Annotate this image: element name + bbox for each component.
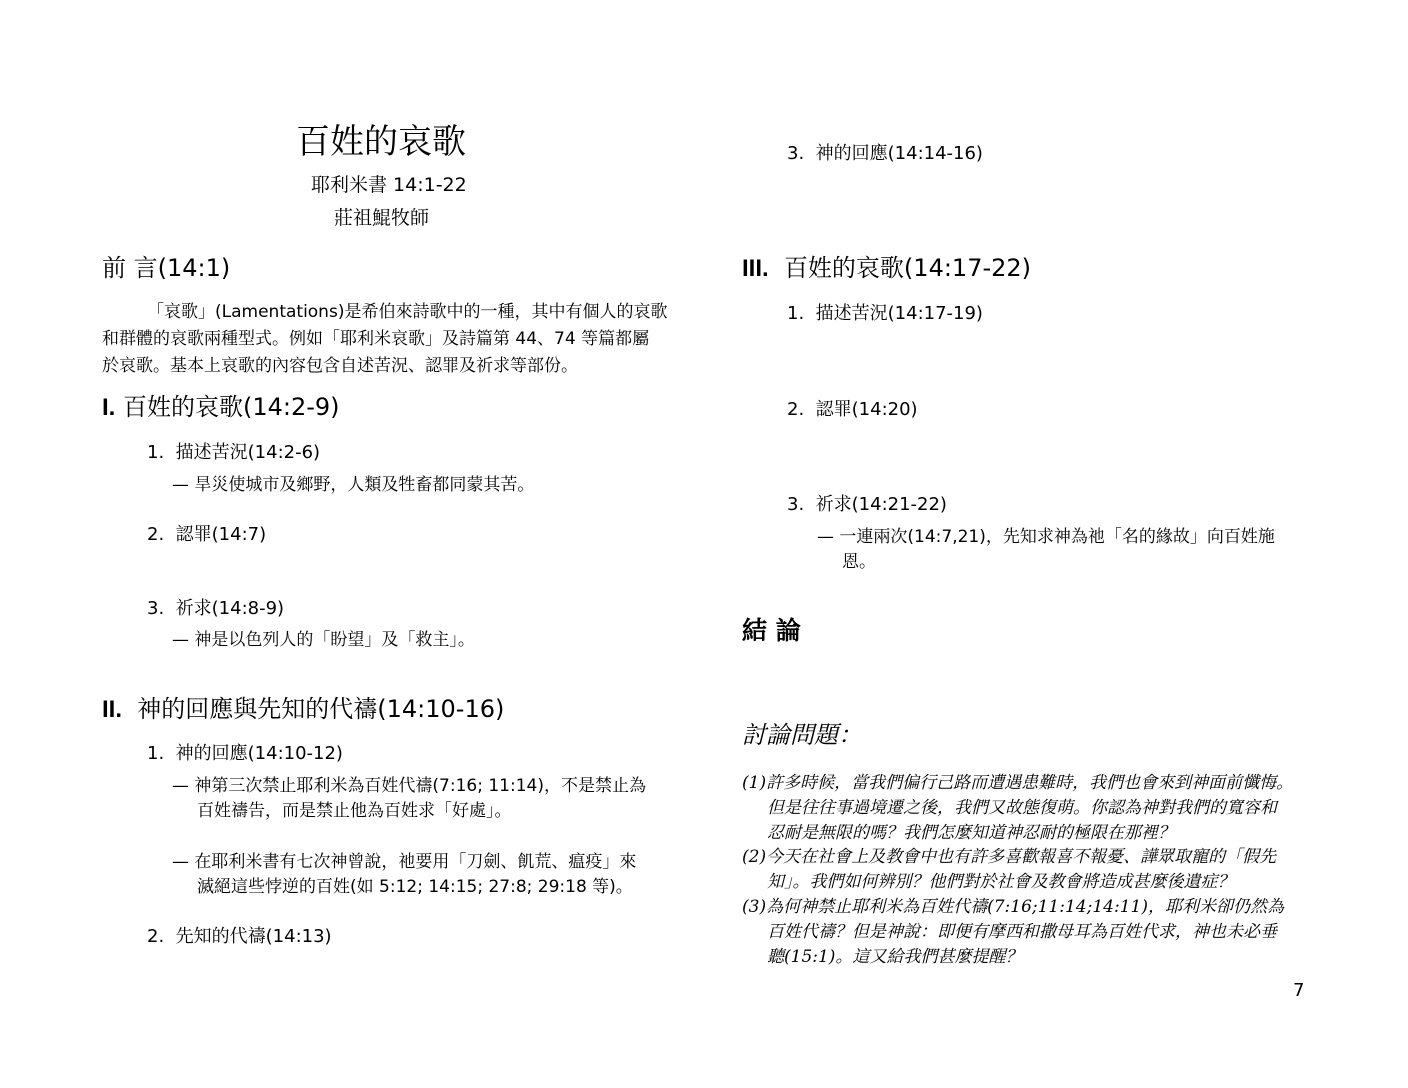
section-1-item-2 xyxy=(147,520,266,546)
conclusion-heading: 結 論 xyxy=(742,616,801,645)
section-3-item-3 xyxy=(787,490,947,516)
section-3-heading xyxy=(742,248,1031,283)
item-number: 3. xyxy=(787,143,805,164)
item-text: 描述苦況(14:2-6) xyxy=(175,442,321,463)
author: 莊祖鯤牧師 xyxy=(334,207,430,229)
intro-line: 「哀歌」(Lamentations)是希伯來詩歌中的一種，其中有個人的哀歌 xyxy=(147,302,668,322)
note-line: — 一連兩次(14:7,21)，先知求神為祂「名的緣故」向百姓施 xyxy=(817,527,1275,547)
item-text: 祈求(14:8-9) xyxy=(175,598,285,619)
section-3-title: 百姓的哀歌(14:17-22) xyxy=(783,254,1032,282)
item-number: 3. xyxy=(147,598,165,619)
item-text: 祈求(14:21-22) xyxy=(815,494,947,515)
section-2-heading xyxy=(102,689,504,724)
section-3-numeral: III. xyxy=(742,255,769,282)
item-number: 3. xyxy=(787,494,805,515)
note-line: 滅絕這些悖逆的百姓(如 5:12; 14:15; 27:8; 29:18 等)。 xyxy=(197,877,633,897)
item-text: 認罪(14:20) xyxy=(815,399,918,420)
page-number: 7 xyxy=(1293,980,1305,1001)
section-3-item-2 xyxy=(787,395,918,421)
question-line: 百姓代禱？但是神說：即便有摩西和撒母耳為百姓代求，神也未必垂 xyxy=(767,922,1277,942)
section-2-item-3 xyxy=(787,139,983,165)
item-number: 1. xyxy=(787,303,805,324)
item-text: 先知的代禱(14:13) xyxy=(175,926,332,947)
section-3-item-1 xyxy=(787,299,983,325)
question-line: (3)為何神禁止耶利米為百姓代禱(7:16;11:14;14:11)，耶利米卻仍然為 xyxy=(742,897,1284,917)
intro-line: 和群體的哀歌兩種型式。例如「耶利米哀歌」及詩篇第 44、74 等篇都屬 xyxy=(102,329,650,349)
section-2-numeral: II. xyxy=(102,696,123,723)
section-1-item-3-note: — 神是以色列人的「盼望」及「救主」。 xyxy=(172,630,475,650)
item-number: 2. xyxy=(787,399,805,420)
question-line: 聽(15:1)。這又給我們甚麼提醒？ xyxy=(767,947,1023,967)
note-line: 恩。 xyxy=(842,552,876,572)
item-text: 認罪(14:7) xyxy=(175,524,267,545)
page-title: 百姓的哀歌 xyxy=(296,122,466,162)
note-line: — 在耶利米書有七次神曾說，祂要用「刀劍、飢荒、瘟疫」來 xyxy=(172,852,637,872)
discussion-heading: 討論問題： xyxy=(742,721,862,749)
question-line: 知」。我們如何辨別？他們對於社會及教會將造成甚麼後遺症？ xyxy=(767,872,1235,892)
intro-line: 於哀歌。基本上哀歌的內容包含自述苦況、認罪及祈求等部份。 xyxy=(102,356,578,376)
note-line: 百姓禱告，而是禁止他為百姓求「好處」。 xyxy=(197,801,512,821)
section-1-item-3 xyxy=(147,594,284,620)
section-2-title: 神的回應與先知的代禱(14:10-16) xyxy=(137,695,505,723)
note-line: — 神第三次禁止耶利米為百姓代禱(7:16; 11:14)，不是禁止為 xyxy=(172,776,646,796)
section-1-item-1-note: — 旱災使城市及鄉野，人類及牲畜都同蒙其苦。 xyxy=(172,475,535,495)
item-number: 2. xyxy=(147,524,165,545)
question-line: 但是往往事過境遷之後，我們又故態復萌。你認為神對我們的寬容和 xyxy=(767,798,1277,818)
section-1-title: 百姓的哀歌(14:2-9) xyxy=(122,393,340,421)
question-line: (2)今天在社會上及教會中也有許多喜歡報喜不報憂、譁眾取寵的「假先 xyxy=(742,847,1277,867)
item-number: 1. xyxy=(147,743,165,764)
section-1-heading xyxy=(102,387,340,422)
section-1-numeral: I. xyxy=(102,394,116,421)
section-2-item-1 xyxy=(147,739,343,765)
section-1-item-1 xyxy=(147,438,320,464)
question-line: 忍耐是無限的嗎？我們怎麼知道神忍耐的極限在那裡？ xyxy=(767,823,1175,843)
intro-heading: 前 言(14:1) xyxy=(102,254,231,282)
item-number: 1. xyxy=(147,442,165,463)
scripture-reference: 耶利米書 14:1-22 xyxy=(311,174,467,196)
item-text: 描述苦況(14:17-19) xyxy=(815,303,983,324)
item-text: 神的回應(14:14-16) xyxy=(815,143,983,164)
item-text: 神的回應(14:10-12) xyxy=(175,743,343,764)
question-line: (1)許多時候，當我們偏行己路而遭遇患難時，我們也會來到神面前懺悔。 xyxy=(742,773,1294,793)
section-2-item-2 xyxy=(147,922,332,948)
item-number: 2. xyxy=(147,926,165,947)
